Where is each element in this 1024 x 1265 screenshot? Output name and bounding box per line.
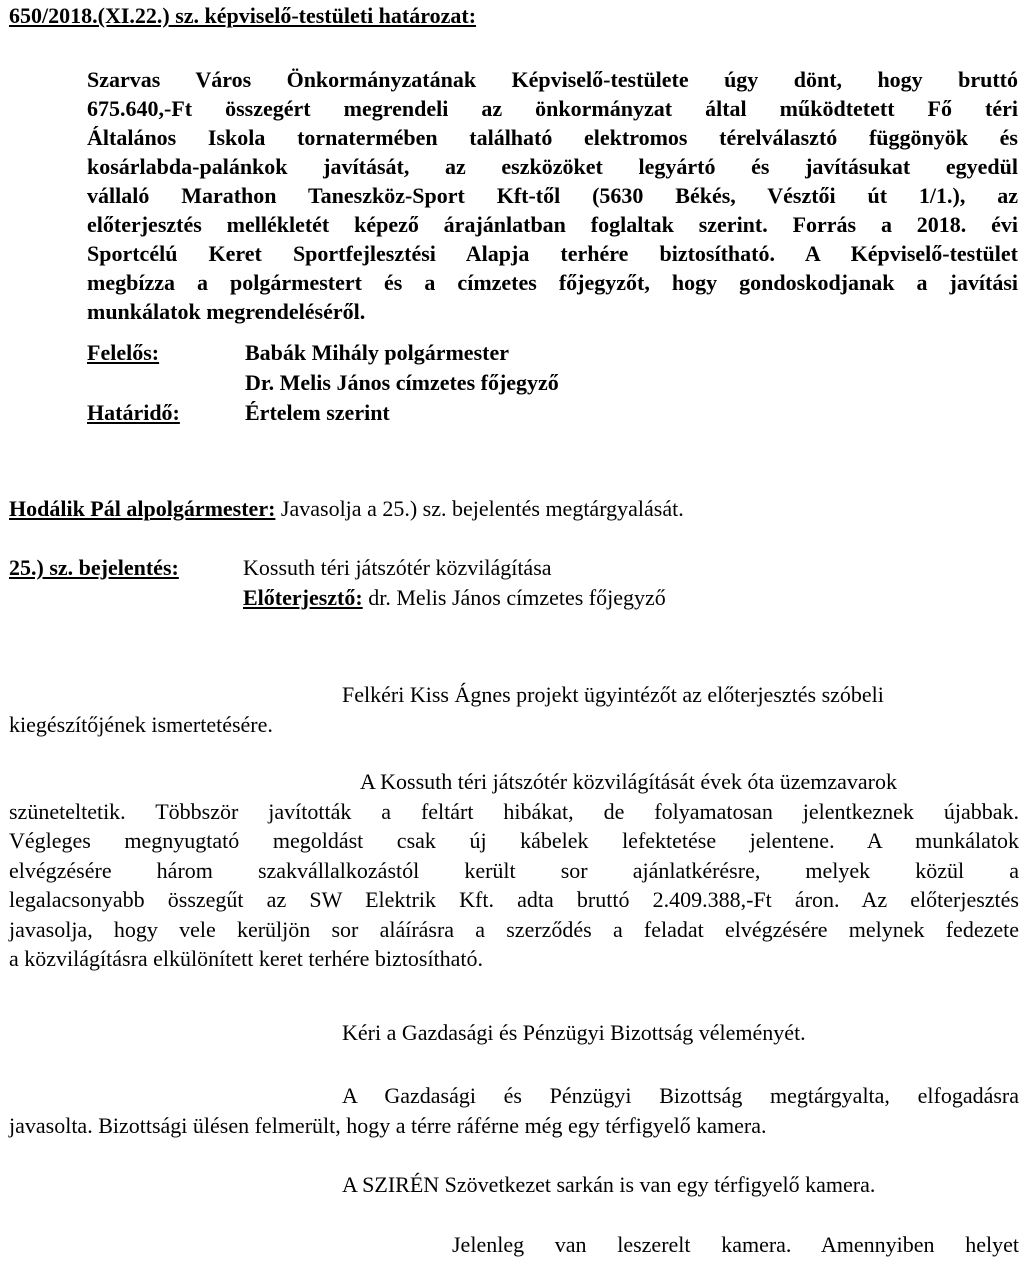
decision-line: Általános Iskola tornatermében található elektromos térelválasztó függönyök és	[87, 125, 1018, 150]
paragraph-3: Kéri a Gazdasági és Pénzügyi Bizottság véleményét.	[342, 1020, 806, 1045]
decision-line: Szarvas Város Önkormányzatának Képviselő-testülete úgy dönt, hogy bruttó	[87, 67, 1018, 92]
decision-heading: 650/2018.(XI.22.) sz. képviselő-testületi határozat:	[9, 3, 477, 28]
decision-line: megbízza a polgármestert és a címzetes főjegyzőt, hogy gondoskodjanak a javítási	[87, 270, 1018, 295]
paragraph-line: szüneteltetik. Többször javították a feltárt hibákat, de folyamatosan jelentkeznek újabbak.	[9, 798, 1019, 824]
decision-text	[87, 65, 1018, 326]
announcement-title: Kossuth téri játszótér közvilágítása	[243, 555, 552, 580]
paragraph-line: A Kossuth téri játszótér közvilágítását évek óta üzemzavarok	[360, 769, 897, 794]
announcement-presenter	[243, 585, 666, 611]
deputy-speaker: Hodálik Pál alpolgármester:	[9, 496, 276, 521]
paragraph-line: Felkéri Kiss Ágnes projekt ügyintézőt az előterjesztés szóbeli	[342, 682, 884, 707]
paragraph-line: javasolja, hogy vele kerüljön sor aláírásra a szerződés a feladat elvégzésére melynek fedezete	[9, 916, 1019, 942]
deputy-statement	[9, 496, 684, 522]
decision-line: kosárlabda-palánkok javítását, az eszközöket legyártó és javításukat egyedül	[87, 154, 1018, 179]
paragraph-line: legalacsonyabb összegűt az SW Elektrik Kft. adta bruttó 2.409.388,-Ft áron. Az előterjesztés	[9, 887, 1019, 912]
paragraph-4	[9, 1081, 1019, 1140]
decision-line: 675.640,-Ft összegért megrendeli az önkormányzat által működtetett Fő téri	[87, 96, 1018, 121]
deputy-text: Javasolja a 25.) sz. bejelentés megtárgyalását.	[280, 496, 684, 521]
deadline-label: Határidő:	[87, 400, 180, 425]
presenter-value: dr. Melis János címzetes főjegyző	[368, 585, 666, 610]
decision-line: vállaló Marathon Taneszköz-Sport Kft-től (5630 Békés, Vésztői út 1/1.), az	[87, 183, 1018, 208]
responsible-notary: Dr. Melis János címzetes főjegyző	[245, 370, 559, 395]
paragraph-1	[9, 680, 1019, 740]
presenter-label: Előterjesztő:	[243, 585, 363, 610]
decision-line: munkálatok megrendeléséről.	[87, 299, 366, 324]
paragraph-line: elvégzésére három szakvállalkozástól került sor ajánlatkérésre, melyek közül a	[9, 857, 1019, 883]
paragraph-5: A SZIRÉN Szövetkezet sarkán is van egy térfigyelő kamera.	[342, 1172, 876, 1197]
paragraph-line: Végleges megnyugtató megoldást csak új kábelek lefektetése jelentene. A munkálatok	[9, 828, 1019, 853]
paragraph-2	[9, 767, 1019, 974]
paragraph-6: Jelenleg van leszerelt kamera. Amennyiben helyet	[452, 1232, 1019, 1257]
paragraph-line: javasolta. Bizottsági ülésen felmerült, hogy a térre ráférne még egy térfigyelő kamera.	[9, 1112, 767, 1138]
deadline-value: Értelem szerint	[245, 400, 390, 425]
responsible-mayor: Babák Mihály polgármester	[245, 340, 509, 365]
paragraph-line: a közvilágításra elkülönített keret terhére biztosítható.	[9, 946, 484, 971]
paragraph-line: A Gazdasági és Pénzügyi Bizottság megtárgyalta, elfogadásra	[342, 1083, 1019, 1108]
paragraph-line: kiegészítőjének ismertetésére.	[9, 711, 273, 737]
announcement-label: 25.) sz. bejelentés:	[9, 555, 179, 580]
decision-line: előterjesztés mellékletét képező árajánlatban foglaltak szerint. Forrás a 2018. évi	[87, 212, 1018, 237]
responsible-label: Felelős:	[87, 340, 160, 365]
decision-line: Sportcélú Keret Sportfejlesztési Alapja terhére biztosítható. A Képviselő-testület	[87, 241, 1018, 266]
